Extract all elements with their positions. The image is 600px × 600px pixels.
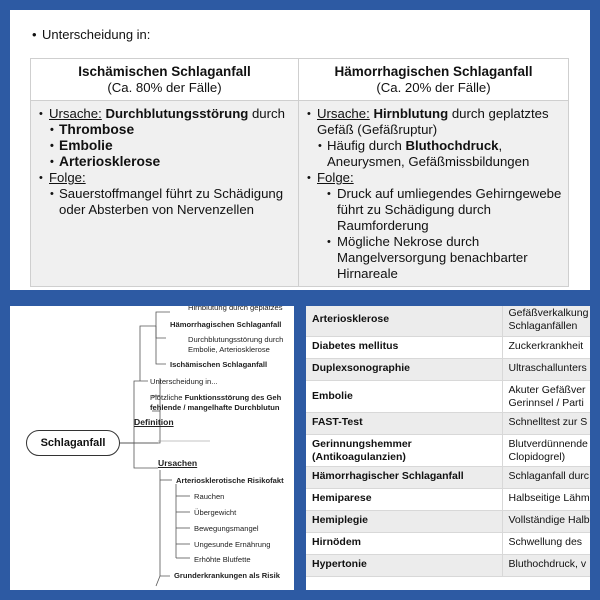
table-row: [306, 306, 590, 337]
definition-line: Gefäßverkalkung: [508, 307, 589, 319]
comparison-panel: [10, 10, 590, 290]
glossary-definition: Schnelltest zur S: [502, 413, 590, 435]
node-ploetzlich-pre: Plötzliche: [150, 393, 185, 402]
cause-item: • Thrombose: [37, 122, 294, 138]
header-hemorrhagic: [299, 59, 569, 101]
connector-line: [140, 326, 156, 381]
glossary-definition: [502, 306, 590, 337]
causes-header[interactable]: Ursachen: [158, 458, 198, 468]
glossary-term: Hemiplegie: [306, 511, 502, 533]
mindmap-panel: [10, 306, 294, 590]
glossary-definition: [502, 381, 590, 413]
definition-line: Akuter Gefäßver: [508, 384, 586, 396]
glossary-term: Arteriosklerose: [306, 306, 502, 337]
cause-item: • Embolie: [37, 138, 294, 154]
node-ischaemisch: Ischämischen Schlaganfall: [170, 360, 268, 369]
ischemic-title: Ischämischen Schlaganfall: [78, 64, 251, 79]
effect-item: • Mögliche Nekrose durch Mangelversorgung benachbarter Hirnareale: [305, 234, 564, 282]
connector-line: [156, 576, 160, 586]
node-ernaehrung: Ungesunde Ernährung: [194, 540, 271, 549]
node-ploetzlich-bold: Funktionsstörung des Geh: [184, 393, 282, 402]
glossary-term: Gerinnungshemmer (Antikoagulanzien): [306, 435, 502, 467]
node-hirnblutung: Hirnblutung durch geplatzes: [188, 306, 283, 312]
table-row: [306, 359, 590, 381]
cause-main: Hirnblutung: [373, 106, 449, 121]
effect-label: Folge:: [317, 170, 354, 185]
glossary-table: [306, 306, 590, 577]
glossary-term: Hämorrhagischer Schlaganfall: [306, 467, 502, 489]
definition-line: Clopidogrel): [508, 450, 566, 463]
glossary-term: Hypertonie: [306, 555, 502, 577]
cause-sub-item: [305, 138, 564, 170]
node-fehlende: fehlende / mangelhafte Durchblutun: [150, 403, 280, 412]
node-uebergewicht: Übergewicht: [194, 508, 237, 517]
effect-label: Folge:: [49, 170, 86, 185]
ischemic-cell: [31, 101, 299, 287]
connector-line: [156, 312, 170, 326]
glossary-definition: Vollständige Halb: [502, 511, 590, 533]
cause-sub-pre: Häufig durch: [327, 138, 406, 153]
glossary-term: Duplexsonographie: [306, 359, 502, 381]
definition-header[interactable]: Definition: [134, 417, 174, 427]
header-ischemic: [31, 59, 299, 101]
cause-rest: durch: [248, 106, 285, 121]
glossary-term: Embolie: [306, 381, 502, 413]
connector-line: [156, 326, 166, 338]
effect-item: • Druck auf umliegendes Gehirngewebe führt zu Schädigung durch Raumforderung: [305, 186, 564, 234]
glossary-definition: Ultraschallunters: [502, 359, 590, 381]
glossary-term: Hemiparese: [306, 489, 502, 511]
cause-label: Ursache:: [49, 106, 102, 121]
table-row: [306, 533, 590, 555]
definition-line: Schlaganfällen: [508, 319, 578, 332]
cause-item: • Arteriosklerose: [37, 154, 294, 170]
center-node[interactable]: Schlaganfall: [26, 430, 120, 456]
connector-line: [160, 470, 170, 576]
glossary-definition: [502, 435, 590, 467]
cause-label: Ursache:: [317, 106, 370, 121]
ischemic-effect: [37, 170, 294, 186]
table-row: [306, 555, 590, 577]
intro-line: [32, 27, 150, 42]
definition-line: Blutverdünnende: [508, 438, 588, 450]
comparison-header-row: [31, 59, 569, 101]
hemorrhagic-subtitle: (Ca. 20% der Fälle): [376, 80, 491, 95]
hemorrhagic-effect: [305, 170, 564, 186]
node-ploetzlich: [150, 393, 281, 402]
comparison-table: [30, 58, 569, 287]
definition-line: Gerinnsel / Parti: [508, 396, 584, 409]
cause-main: Durchblutungsstörung: [105, 106, 249, 121]
hemorrhagic-cell: [299, 101, 569, 287]
ischemic-cause: [37, 106, 294, 122]
glossary-definition: Halbseitige Lähm: [502, 489, 590, 511]
table-row: [306, 467, 590, 489]
glossary-term: Hirnödem: [306, 533, 502, 555]
glossary-definition: Zuckerkrankheit: [502, 337, 590, 359]
comparison-body-row: [31, 101, 569, 287]
node-rauchen: Rauchen: [194, 492, 225, 501]
table-row: [306, 381, 590, 413]
connector-line: [120, 443, 158, 468]
node-risikofaktoren: Arteriosklerotische Risikofakt: [176, 476, 284, 485]
table-row: [306, 489, 590, 511]
cause-rest: durch geplatztes Gefäß (Gefäßruptur): [317, 106, 549, 137]
hemorrhagic-title: Hämorrhagischen Schlaganfall: [334, 64, 533, 79]
connector-line: [156, 326, 166, 364]
node-bewegungsmangel: Bewegungsmangel: [194, 524, 259, 533]
connector-line: [120, 381, 148, 443]
node-unterscheidung: Unterscheidung in...: [150, 377, 218, 386]
cause-sub-bold: Bluthochdruck: [405, 138, 499, 153]
effect-item: • Sauerstoffmangel führt zu Schädigung oder Absterben von Nervenzellen: [37, 186, 294, 218]
node-haemorrhagisch: Hämorrhagischen Schlaganfall: [170, 320, 282, 329]
node-blutfette: Erhöhte Blutfette: [194, 555, 251, 564]
table-row: [306, 435, 590, 467]
node-durchblutung: Durchblutungsstörung durch: [188, 335, 284, 344]
table-row: [306, 511, 590, 533]
intro-text: Unterscheidung in:: [42, 27, 151, 42]
hemorrhagic-cause: [305, 106, 564, 138]
table-row: [306, 413, 590, 435]
glossary-term: Diabetes mellitus: [306, 337, 502, 359]
glossary-definition: Bluthochdruck, v: [502, 555, 590, 577]
ischemic-subtitle: (Ca. 80% der Fälle): [107, 80, 222, 95]
table-row: [306, 337, 590, 359]
glossary-term: FAST-Test: [306, 413, 502, 435]
node-grunderkrankungen: Grunderkrankungen als Risik: [174, 571, 280, 580]
glossary-definition: Schlaganfall durc: [502, 467, 590, 489]
glossary-definition: Schwellung des: [502, 533, 590, 555]
node-durchblutung-2: Embolie, Arteriosklerose: [188, 345, 270, 354]
glossary-panel: [306, 306, 590, 590]
bullet-icon: •: [32, 27, 37, 42]
cause-sub-rest: , Aneurysmen, Gefäßmissbildungen: [327, 138, 530, 169]
